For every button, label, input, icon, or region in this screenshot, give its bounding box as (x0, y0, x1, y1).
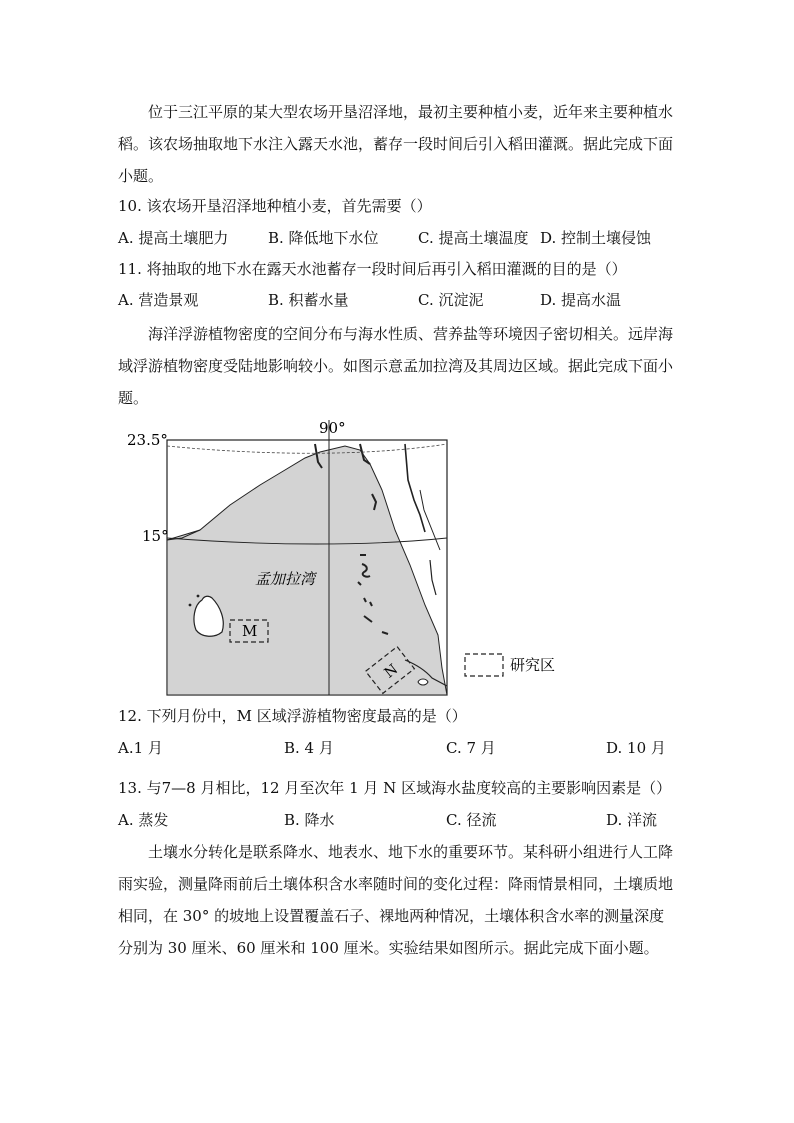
question-11-stem: 11. 将抽取的地下水在露天水池蓄存一段时间后再引入稻田灌溉的目的是（） (118, 260, 627, 278)
q13-option-b[interactable]: B. 降水 (284, 811, 335, 829)
q12-option-c[interactable]: C. 7 月 (446, 739, 496, 757)
latitude-mid-label: 15° (142, 527, 169, 545)
q12-option-d[interactable]: D. 10 月 (606, 739, 666, 757)
question-10-stem: 10. 该农场开垦沼泽地种植小麦，首先需要（） (118, 197, 432, 215)
passage-2: 海洋浮游植物密度的空间分布与海水性质、营养盐等环境因子密切相关。远岸海域浮游植物密度受陆地影响较小。如图示意孟加拉湾及其周边区域。据此完成下面小题。 (118, 325, 674, 407)
question-13-stem: 13. 与7—8 月相比，12 月至次年 1 月 N 区域海水盐度较高的主要影响因素是（） (118, 779, 672, 797)
q11-option-d[interactable]: D. 提高水温 (540, 291, 622, 309)
longitude-label: 90° (319, 420, 346, 437)
q11-option-c[interactable]: C. 沉淀泥 (418, 291, 484, 309)
q10-option-a[interactable]: A. 提高土壤肥力 (118, 229, 229, 247)
q10-option-c[interactable]: C. 提高土壤温度 (418, 229, 529, 247)
region-m-label: M (242, 622, 258, 640)
q13-option-d[interactable]: D. 洋流 (606, 811, 658, 829)
q10-option-d[interactable]: D. 控制土壤侵蚀 (540, 229, 652, 247)
q11-option-b[interactable]: B. 积蓄水量 (268, 291, 349, 309)
bay-of-bengal-map (120, 420, 590, 700)
passage-3: 土壤水分转化是联系降水、地表水、地下水的重要环节。某科研小组进行人工降雨实验，测量降雨前后土壤体积含水率随时间的变化过程：降雨情景相同，土壤质地相同，在 30° 的坡地上设置覆盖石子、裸地两种情况，土壤体积含水率的测量深度分别为 30 厘米、60 厘米和 100 厘米。实验结果如图所示。据此完成下面小题。 (118, 843, 674, 957)
legend-box (465, 654, 503, 676)
region-n-label: N (381, 661, 402, 682)
q12-option-a[interactable]: A.1 月 (118, 739, 163, 757)
q10-option-b[interactable]: B. 降低地下水位 (268, 229, 379, 247)
bay-label: 孟加拉湾 (255, 570, 316, 588)
q11-option-a[interactable]: A. 营造景观 (118, 291, 199, 309)
q13-option-a[interactable]: A. 蒸发 (118, 811, 169, 829)
question-12-stem: 12. 下列月份中，M 区域浮游植物密度最高的是（） (118, 707, 467, 725)
q13-option-c[interactable]: C. 径流 (446, 811, 497, 829)
q12-option-b[interactable]: B. 4 月 (284, 739, 334, 757)
latitude-top-label: 23.5° (127, 431, 168, 449)
passage-1: 位于三江平原的某大型农场开垦沼泽地，最初主要种植小麦，近年来主要种植水稻。该农场抽取地下水注入露天水池，蓄存一段时间后引入稻田灌溉。据此完成下面小题。 (118, 103, 674, 185)
legend-label: 研究区 (510, 656, 556, 674)
